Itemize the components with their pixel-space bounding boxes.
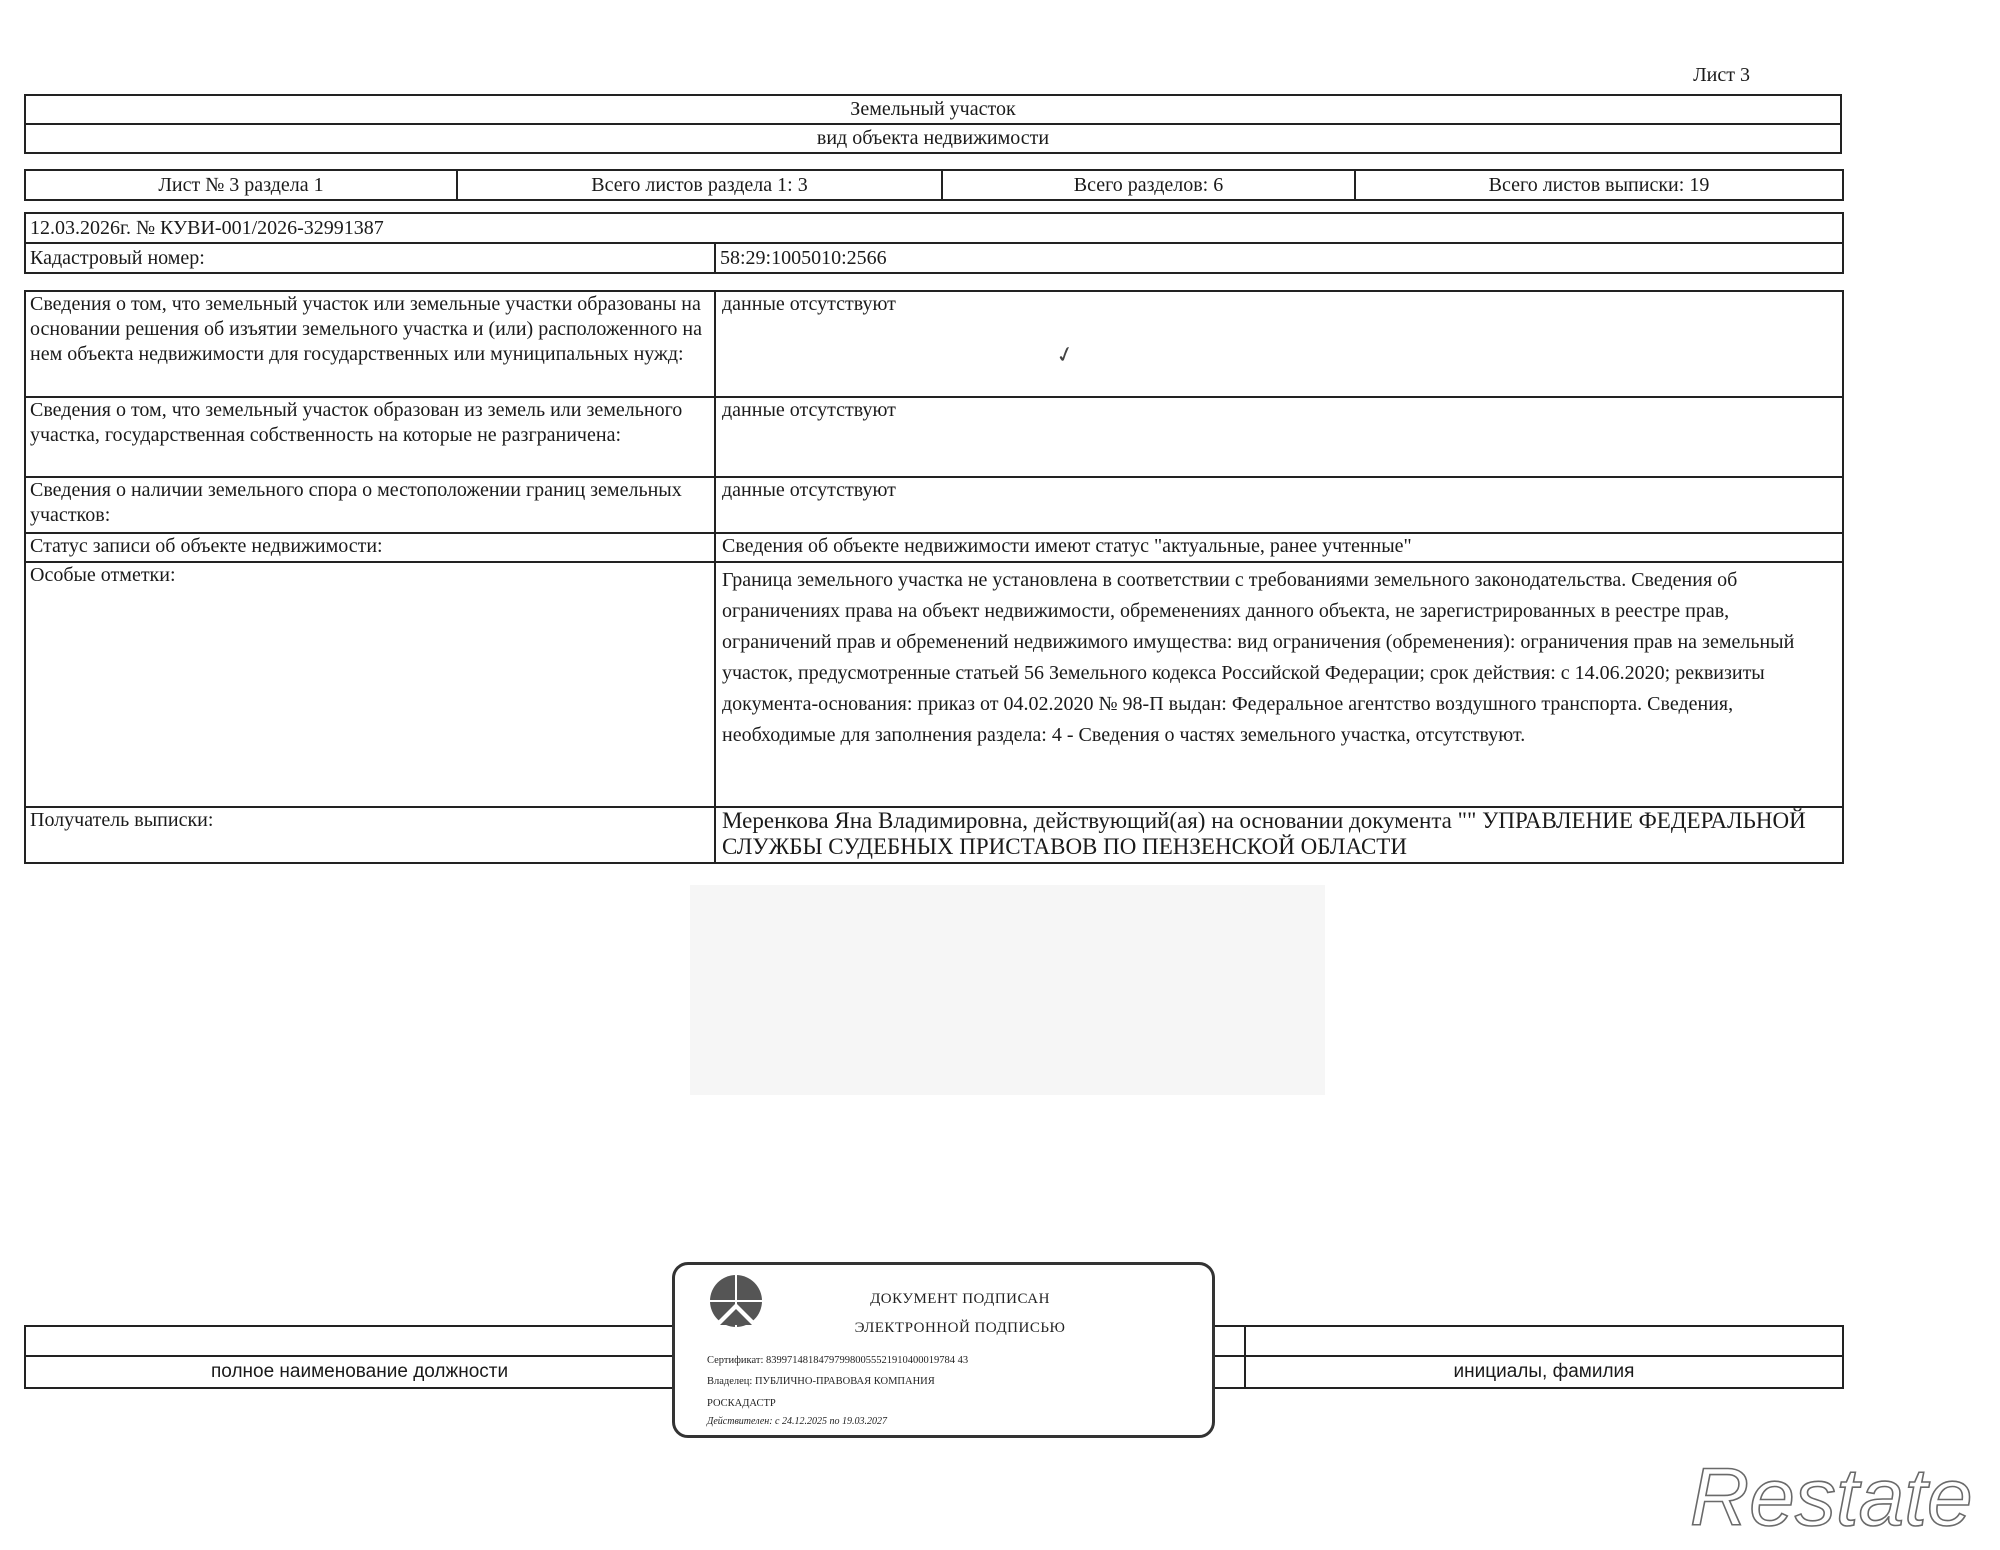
blank-area <box>690 885 1325 1095</box>
total-sheets-section: Всего листов раздела 1: 3 <box>457 170 942 200</box>
row-label: Сведения о том, что земельный участок образован из земель или земельного участка, государственная собственность на которые не разграничена: <box>25 397 715 477</box>
details-table <box>24 290 1844 864</box>
stamp-title-2: ЭЛЕКТРОННОЙ ПОДПИСЬЮ <box>854 1320 1066 1336</box>
identification-table <box>24 212 1844 274</box>
stamp-owner-cont: РОСКАДАСТР <box>707 1398 776 1409</box>
table-row <box>25 291 1843 397</box>
stamp-validity: Действителен: с 24.12.2025 по 19.03.2027 <box>707 1416 887 1427</box>
stamp-owner: Владелец: ПУБЛИЧНО-ПРАВОВАЯ КОМПАНИЯ <box>707 1376 935 1387</box>
total-sheets-extract: Всего листов выписки: 19 <box>1355 170 1843 200</box>
rosreestr-logo-icon <box>708 1273 764 1329</box>
stamp-title-1: ДОКУМЕНТ ПОДПИСАН <box>870 1291 1050 1307</box>
table-row <box>25 477 1843 533</box>
sheet-number-label: Лист 3 <box>1693 64 1750 86</box>
table-row <box>25 397 1843 477</box>
row-label: Получатель выписки: <box>25 807 715 863</box>
row-value: данные отсутствуют <box>715 477 1843 533</box>
row-value: Меренкова Яна Владимировна, действующий(ая) на основании документа "" УПРАВЛЕНИЕ ФЕДЕРАЛЬНОЙ СЛУЖБЫ СУДЕБНЫХ ПРИСТАВОВ ПО ПЕНЗЕНСКОЙ ОБЛАСТИ <box>715 807 1843 863</box>
name-caption: инициалы, фамилия <box>1245 1356 1843 1388</box>
stamp-certificate: Сертификат: 839971481847979980055521910400019784 43 <box>707 1355 969 1366</box>
row-label: Особые отметки: <box>25 562 715 807</box>
watermark-text: Restate <box>1690 1452 1973 1540</box>
row-value: данные отсутствуют <box>715 397 1843 477</box>
electronic-signature-stamp <box>672 1262 1215 1438</box>
total-sections: Всего разделов: 6 <box>942 170 1355 200</box>
object-type-title: Земельный участок <box>25 95 1841 124</box>
object-type-caption: вид объекта недвижимости <box>25 124 1841 153</box>
object-header-table <box>24 94 1842 154</box>
row-value: данные отсутствуют <box>715 291 1843 397</box>
signature-line-right <box>1245 1326 1843 1356</box>
sheets-info-table <box>24 169 1844 201</box>
row-value: Сведения об объекте недвижимости имеют статус "актуальные, ранее учтенные" <box>715 533 1843 562</box>
sheet-of-section: Лист № 3 раздела 1 <box>25 170 457 200</box>
position-caption: полное наименование должности <box>25 1356 1245 1388</box>
cadastral-number-label: Кадастровый номер: <box>25 243 715 273</box>
restate-watermark-logo <box>1680 1440 1980 1540</box>
extract-date-number: 12.03.2026г. № КУВИ-001/2026-32991387 <box>25 213 1843 243</box>
table-row <box>25 562 1843 807</box>
row-label: Сведения о том, что земельный участок или земельные участки образованы на основании решения об изъятии земельного участка и (или) расположенного на нем объекта недвижимости для государственных или муниципальных нужд: <box>25 291 715 397</box>
row-label: Сведения о наличии земельного спора о местоположении границ земельных участков: <box>25 477 715 533</box>
cadastral-number-value: 58:29:1005010:2566 <box>715 243 1843 273</box>
row-label: Статус записи об объекте недвижимости: <box>25 533 715 562</box>
row-value: Граница земельного участка не установлена в соответствии с требованиями земельного законодательства. Сведения об ограничениях права на объект недвижимости, обременениях данного объекта, не зарегистрированных в реестре прав, ограничений прав и обременений недвижимого имущества: вид ограничения (обременения): ограничения прав на земельный участок, предусмотренные статьей 56 Земельного кодекса Российской Федерации; срок действия: с 14.06.2020; реквизиты документа-основания: приказ от 04.02.2020 № 98-П выдан: Федеральное агентство воздушного транспорта. Сведения, необходимые для заполнения раздела: 4 - Сведения о частях земельного участка, отсутствуют. <box>715 562 1843 807</box>
table-row <box>25 533 1843 562</box>
table-row <box>25 807 1843 863</box>
check-mark: ✓ <box>1052 340 1078 369</box>
